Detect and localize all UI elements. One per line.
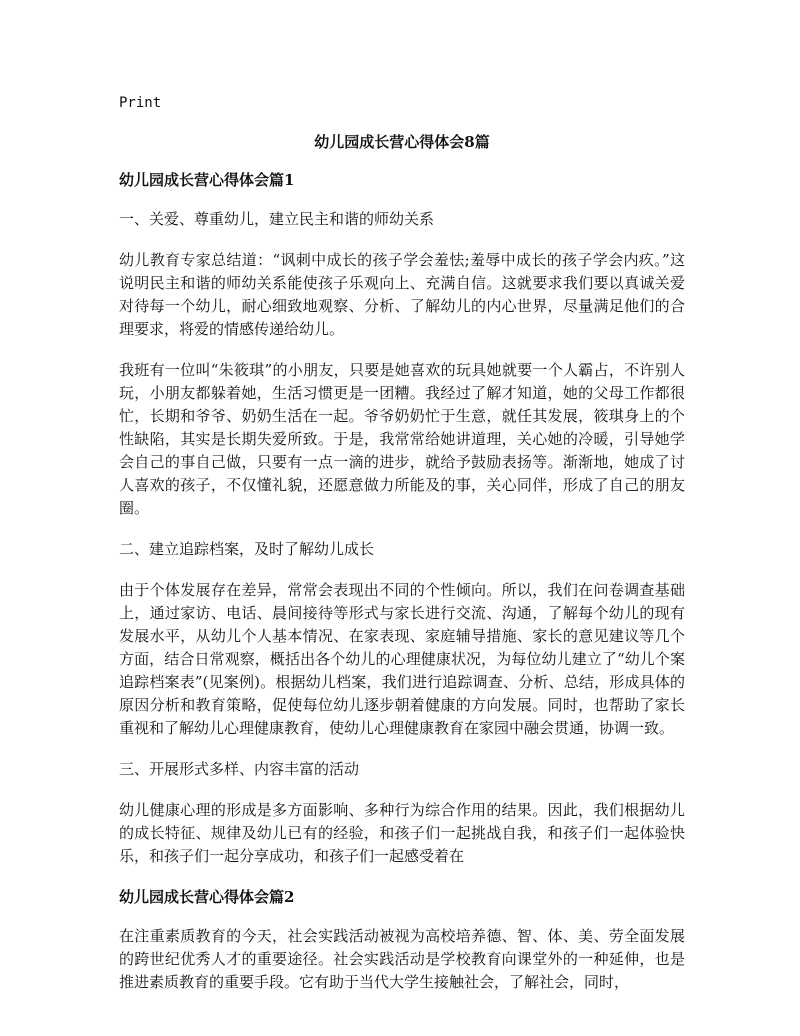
section-heading-1: 幼儿园成长营心得体会篇1 bbox=[119, 171, 295, 189]
subheading-activities: 三、开展形式多样、内容丰富的活动 bbox=[119, 760, 360, 778]
paragraph: 幼儿教育专家总结道：“讽刺中成长的孩子学会羞怯;羞辱中成长的孩子学会内疚。”这说明民主和谐的师幼关系能使孩子乐观向上、充满自信。这就要求我们要以真诚关爱对待每一个幼儿，耐心细致地观察、分析、了解幼儿的内心世界，尽量满足他们的合理要求，将爱的情感传递给幼儿。 bbox=[119, 251, 685, 338]
paragraph: 由于个体发展存在差异，常常会表现出不同的个性倾向。所以，我们在问卷调查基础上，通过家访、电话、晨间接待等形式与家长进行交流、沟通，了解每个幼儿的现有发展水平，从幼儿个人基本情况、在家表现、家庭辅导措施、家长的意见建议等几个方面，结合日常观察，概括出各个幼儿的心理健康状况，为每位幼儿建立了“幼儿个案追踪档案表”(见案例)。根据幼儿档案，我们进行追踪调查、分析、总结，形成具体的原因分析和教育策略，促使每位幼儿逐步朝着健康的方向发展。同时，也帮助了家长重视和了解幼儿心理健康教育，使幼儿心理健康教育在家园中融会贯通，协调一致。 bbox=[119, 581, 685, 737]
document-body bbox=[119, 131, 685, 1012]
paragraph: 我班有一位叫“朱筱琪”的小朋友，只要是她喜欢的玩具她就要一个人霸占，不许别人玩，小朋友都躲着她，生活习惯更是一团糟。我经过了解才知道，她的父母工作都很忙，长期和爷爷、奶奶生活在一起。爷爷奶奶忙于生意，就任其发展，筱琪身上的个性缺陷，其实是长期失爱所致。于是，我常常给她讲道理，关心她的冷暖，引导她学会自己的事自己做，只要有一点一滴的进步，就给予鼓励表扬等。渐渐地，她成了讨人喜欢的孩子，不仅懂礼貌，还愿意做力所能及的事，关心同伴，形成了自己的朋友圈。 bbox=[119, 361, 685, 517]
subheading-tracking-files: 二、建立追踪档案，及时了解幼儿成长 bbox=[119, 540, 375, 558]
paragraph: 在注重素质教育的今天，社会实践活动被视为高校培养德、智、体、美、劳全面发展的跨世纪优秀人才的重要途径。社会实践活动是学校教育向课堂外的一种延伸，也是推进素质教育的重要手段。它有助于当代大学生接触社会，了解社会，同时， bbox=[119, 927, 685, 991]
section-heading-2: 幼儿园成长营心得体会篇2 bbox=[119, 888, 295, 906]
document-title: 幼儿园成长营心得体会8篇 bbox=[314, 133, 490, 151]
print-link[interactable]: Print bbox=[119, 95, 162, 111]
subheading-care-respect: 一、关爱、尊重幼儿，建立民主和谐的师幼关系 bbox=[119, 210, 435, 228]
paragraph: 幼儿健康心理的形成是多方面影响、多种行为综合作用的结果。因此，我们根据幼儿的成长特征、规律及幼儿已有的经验，和孩子们一起挑战自我，和孩子们一起体验快乐，和孩子们一起分享成功，和孩子们一起感受着在 bbox=[119, 801, 685, 865]
